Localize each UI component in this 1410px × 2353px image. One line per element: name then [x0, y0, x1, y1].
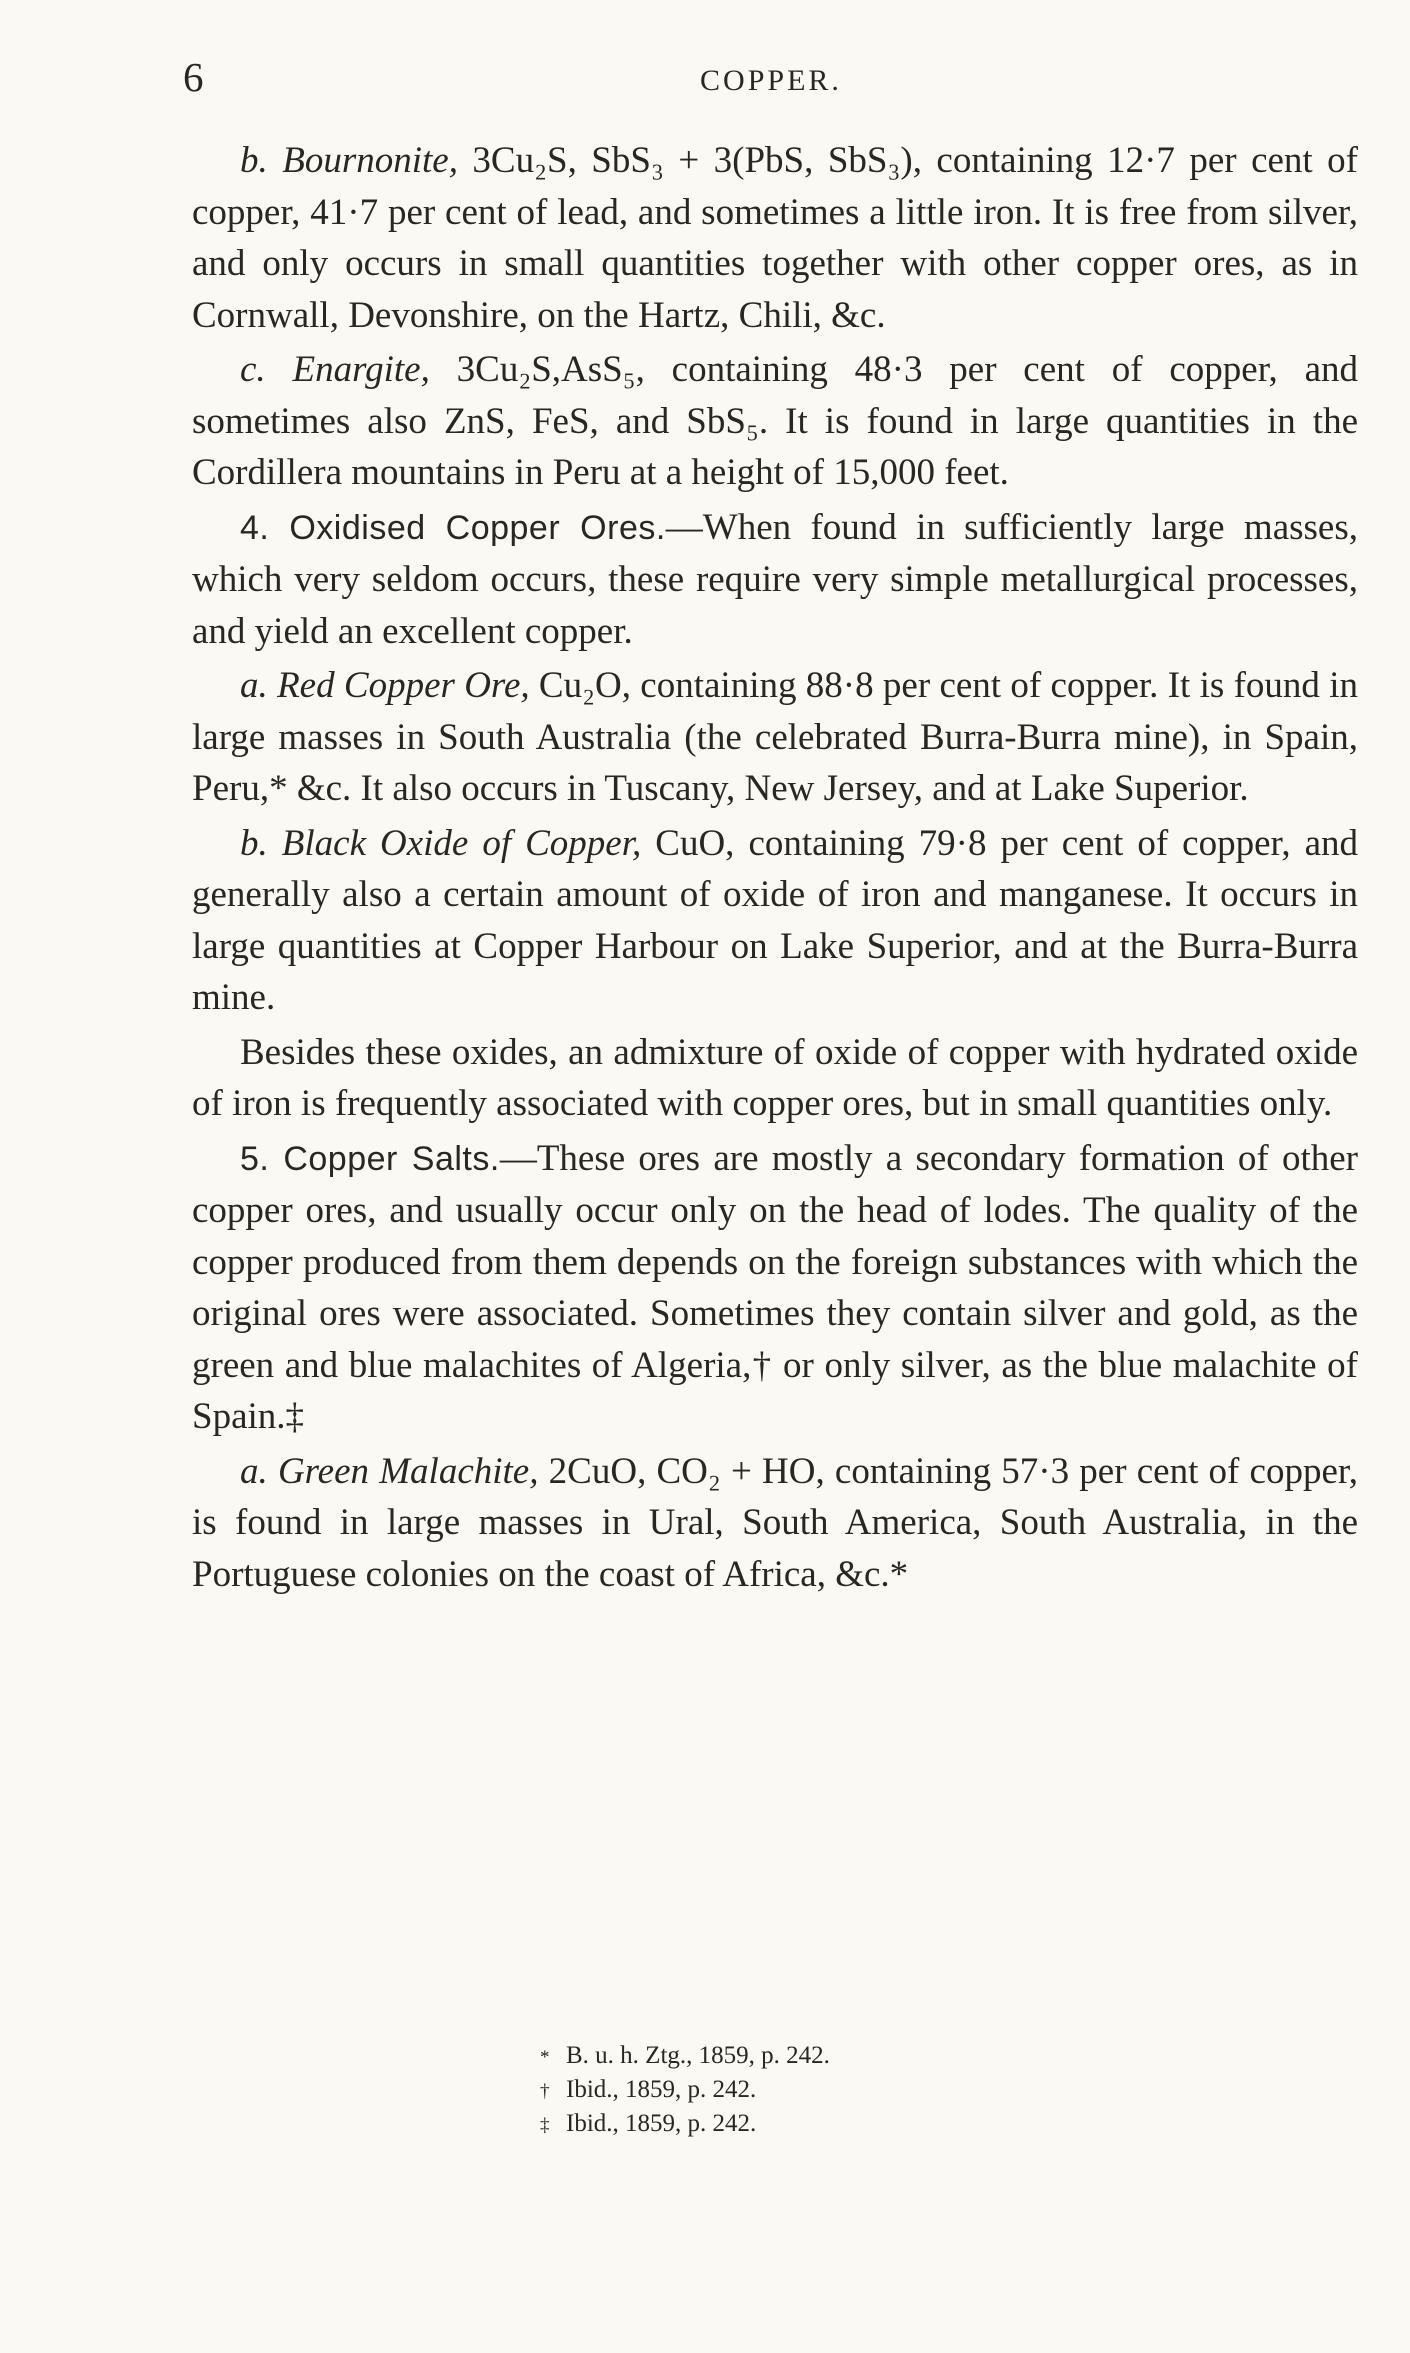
section-heading: 5. Copper Salts. [240, 1139, 500, 1178]
mineral-name: Bournonite, [282, 140, 458, 181]
page-number: 6 [183, 54, 204, 100]
paragraph-bournonite [192, 135, 1358, 341]
footnote [540, 2108, 1140, 2142]
paragraph-green-malachite [192, 1446, 1358, 1601]
paragraph-red-copper-ore [192, 660, 1358, 815]
item-label: c. [240, 349, 266, 390]
mineral-name: Red Copper Ore, [277, 665, 530, 706]
item-label: b. [240, 822, 268, 864]
paragraph-text: CuO, containing 79·8 per cent of copper, and generally also a certain amount of oxide of iron and manganese. It occurs in large quantities at Copper Harbour on Lake Superior, and at the Burra-Burra mine. [192, 822, 1359, 1018]
footnote-text: Ibid., 1859, p. 242. [566, 2110, 757, 2137]
footnote-text: Ibid., 1859, p. 242. [566, 2076, 757, 2103]
page-header [183, 52, 1359, 102]
paragraph-text: 3Cu₂S,AsS₅, containing 48·3 per cent of copper, and sometimes also ZnS, FeS, and SbS₅. It is found in large quantities in the Cordillera mountains in Peru at a height of 15,000 feet. [192, 349, 1358, 493]
paragraph-text: —These ores are mostly a secondary formation of other copper ores, and usually occur only on the head of lodes. The quality of the copper produced from them depends on the foreign substances with which the original ores were associated. Sometimes they contain silver and gold, as the green and blue malachites of Algeria,† or only silver, as the blue malachite of Spain.‡ [192, 1137, 1358, 1437]
paragraph-copper-salts [192, 1133, 1358, 1443]
item-label: b. [240, 140, 268, 181]
footnote-mark: ‡ [540, 2115, 550, 2136]
body-text [192, 135, 1358, 1603]
footnotes [540, 2040, 1140, 2142]
paragraph-text: 2CuO, CO₂ + HO, containing 57·3 per cent of copper, is found in large masses in Ural, South America, South Australia, in the Portuguese colonies on the coast of Africa, &c.* [192, 1450, 1358, 1595]
item-label: a. [240, 665, 268, 706]
paragraph-enargite [192, 344, 1358, 499]
section-heading: 4. Oxidised Copper Ores. [240, 508, 666, 547]
mineral-name: Black Oxide of Copper, [281, 822, 642, 864]
paragraph-text: Cu₂O, containing 88·8 per cent of copper. It is found in large masses in South Australia (the celebrated Burra-Burra mine), in Spain, Peru,* &c. It also occurs in Tuscany, New Jersey, and at Lake Superior. [192, 665, 1358, 809]
paragraph-text: Besides these oxides, an admixture of oxide of copper with hydrated oxide of iron is frequently associated with copper ores, but in small quantities only. [192, 1031, 1358, 1124]
paragraph-text: —When found in sufficiently large masses, which very seldom occurs, these require very simple metallurgical processes, and yield an excellent copper. [192, 506, 1358, 652]
paragraph-admixture [192, 1027, 1358, 1130]
footnote [540, 2040, 1140, 2074]
footnote-text: B. u. h. Ztg., 1859, p. 242. [566, 2042, 830, 2069]
footnote [540, 2074, 1140, 2108]
footnote-mark: * [540, 2047, 550, 2068]
mineral-name: Enargite, [292, 349, 430, 390]
mineral-name: Green Malachite, [277, 1450, 539, 1492]
paragraph-oxidised-ores [192, 502, 1358, 658]
footnote-mark: † [540, 2081, 550, 2102]
paragraph-black-oxide [192, 818, 1358, 1024]
item-label: a. [240, 1450, 268, 1492]
paragraph-text: 3Cu₂S, SbS₃ + 3(PbS, SbS₃), containing 12·7 per cent of copper, 41·7 per cent of lead, and sometimes a little iron. It is free from silver, and only occurs in small quantities together with other copper ores, as in Cornwall, Devonshire, on the Hartz, Chili, &c. [192, 140, 1359, 336]
running-head: COPPER. [700, 64, 842, 97]
